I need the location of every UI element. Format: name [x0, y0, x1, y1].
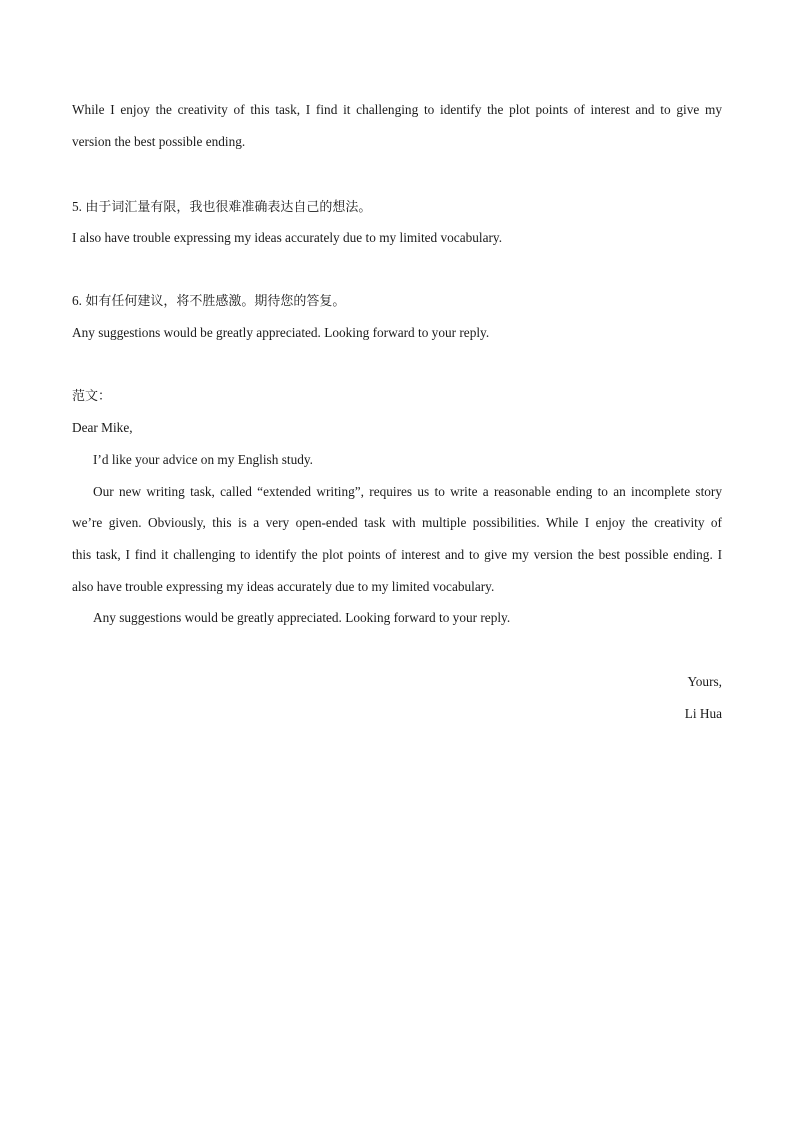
sample-heading: 范文： [72, 389, 112, 404]
letter-paragraph-2-line-2: we’re given. Obviously, this is a very open-ended task with multiple possibilities. While I enjoy the creativity of [72, 515, 722, 530]
document-page [72, 0, 722, 1123]
letter-signature: Li Hua [684, 706, 722, 721]
letter-greeting: Dear Mike, [72, 420, 133, 435]
item-5-cn-text: 由于词汇量有限，我也很难准确表达自己的想法。 [85, 200, 372, 215]
letter-paragraph-2-line-4: also have trouble expressing my ideas accurately due to my limited vocabulary. [72, 579, 495, 594]
letter-closing: Yours, [687, 674, 722, 689]
prev-en-line-2: version the best possible ending. [72, 134, 246, 149]
letter-paragraph-2-line-1: Our new writing task, called “extended writing”, requires us to write a reasonable ending to an incomplete story [93, 484, 722, 499]
item-6-cn [72, 293, 722, 310]
item-5-number: 5. [72, 199, 82, 214]
item-6-en: Any suggestions would be greatly appreciated. Looking forward to your reply. [72, 325, 490, 340]
letter-paragraph-3: Any suggestions would be greatly appreciated. Looking forward to your reply. [93, 610, 511, 625]
prev-en-line-1: While I enjoy the creativity of this task, I find it challenging to identify the plot points of interest and to give my [72, 102, 722, 117]
item-5-cn [72, 199, 722, 216]
item-6-cn-text: 如有任何建议，将不胜感激。期待您的答复。 [85, 294, 346, 309]
letter-paragraph-1: I’d like your advice on my English study. [93, 452, 313, 467]
letter-paragraph-2-line-3: this task, I find it challenging to identify the plot points of interest and to give my version the best possible ending. I [72, 547, 722, 562]
item-6-number: 6. [72, 293, 82, 308]
item-5-en: I also have trouble expressing my ideas accurately due to my limited vocabulary. [72, 230, 503, 245]
